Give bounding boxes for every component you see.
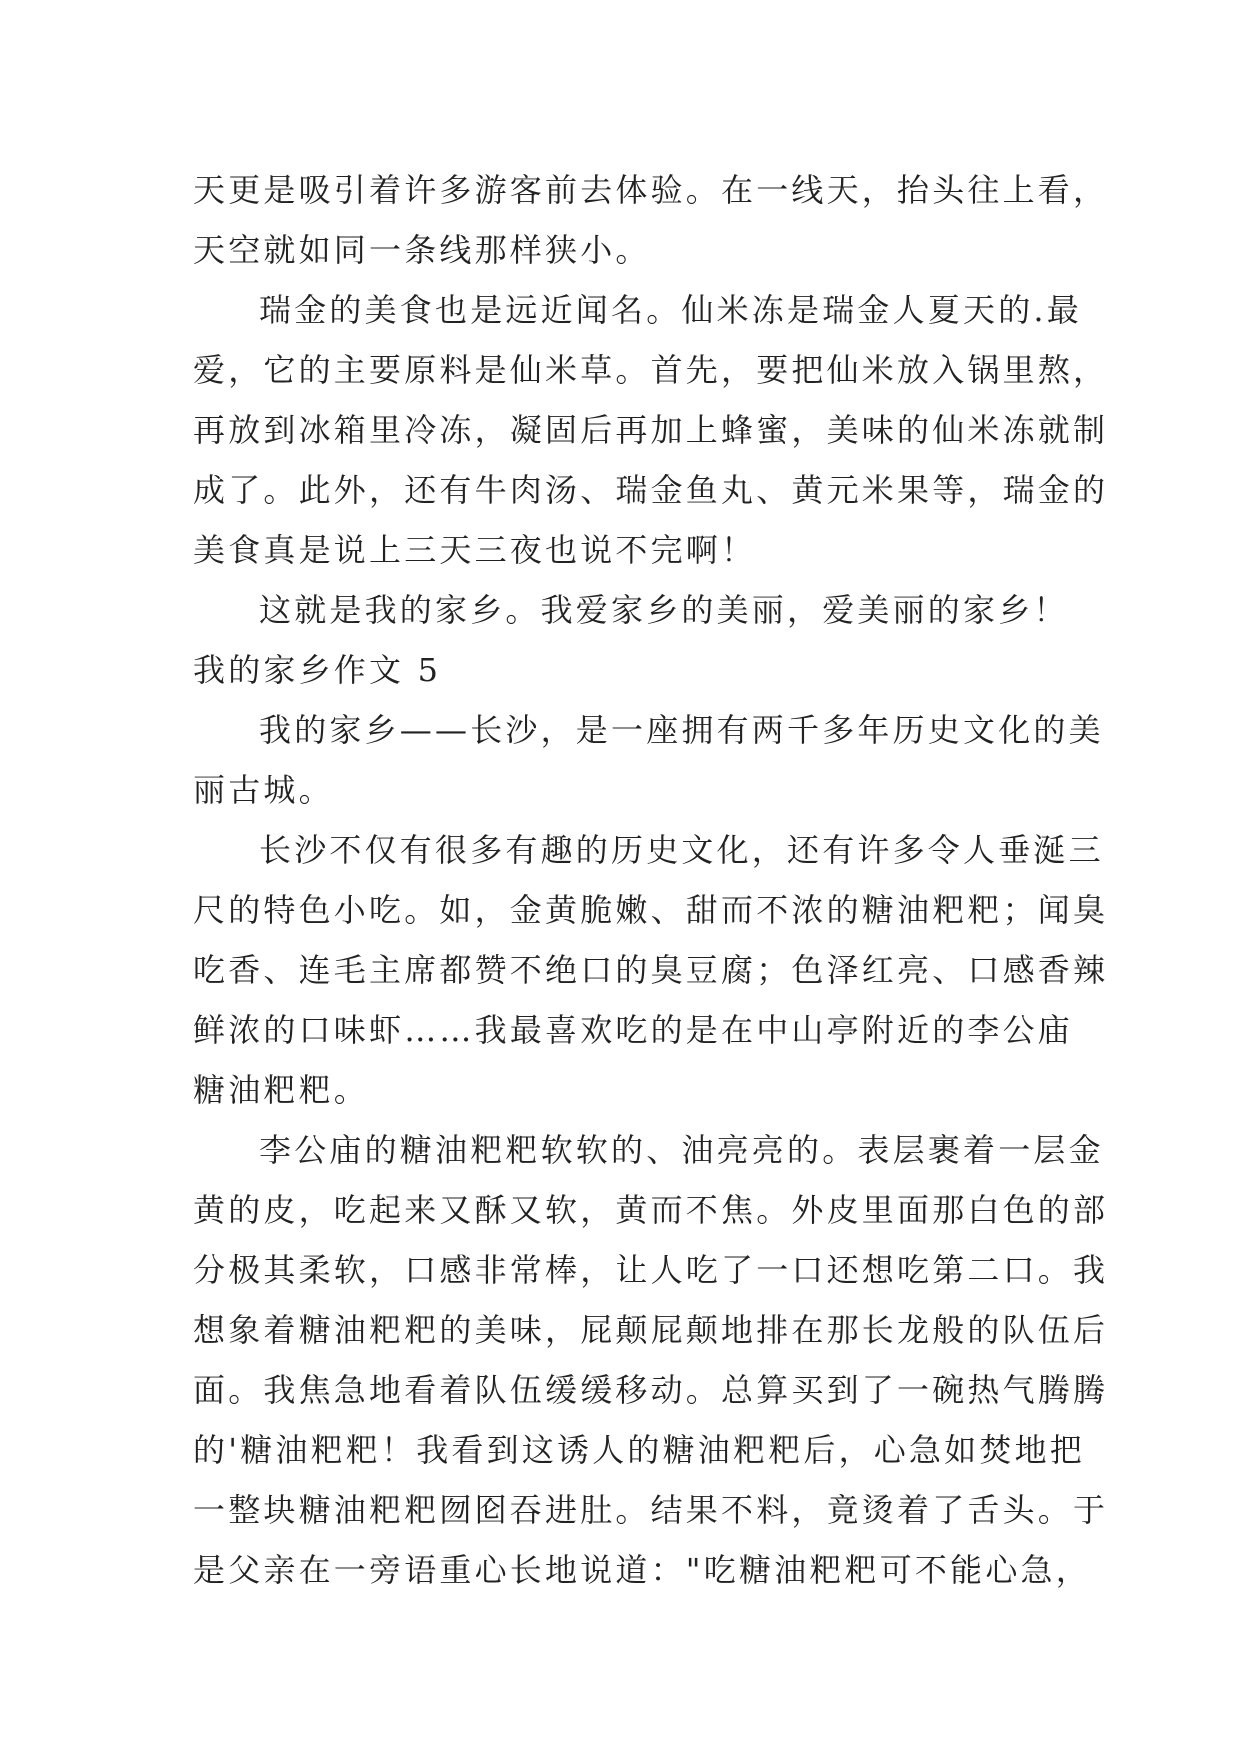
text-line: 想象着糖油粑粑的美味，屁颠屁颠地排在那长龙般的队伍后 [193,1311,1109,1349]
text-line: 再放到冰箱里冷冻，凝固后再加上蜂蜜，美味的仙米冻就制 [193,411,1109,449]
text-line: 尺的特色小吃。如，金黄脆嫩、甜而不浓的糖油粑粑；闻臭 [193,891,1109,929]
text-line: 李公庙的糖油粑粑软软的、油亮亮的。表层裹着一层金 [259,1131,1104,1169]
text-line: 这就是我的家乡。我爱家乡的美丽，爱美丽的家乡！ [259,591,1069,629]
text-line: 瑞金的美食也是远近闻名。仙米冻是瑞金人夏天的.最 [259,291,1082,329]
text-line: 天更是吸引着许多游客前去体验。在一线天，抬头往上看， [193,171,1109,209]
text-line: 是父亲在一旁语重心长地说道："吃糖油粑粑可不能心急， [193,1551,1091,1589]
text-line: 鲜浓的口味虾……我最喜欢吃的是在中山亭附近的李公庙 [193,1011,1074,1049]
text-line: 的'糖油粑粑！我看到这诱人的糖油粑粑后，心急如焚地把 [193,1431,1085,1469]
text-line: 爱，它的主要原料是仙米草。首先，要把仙米放入锅里熬， [193,351,1109,389]
text-line: 我的家乡——长沙，是一座拥有两千多年历史文化的美 [259,711,1104,749]
text-line: 一整块糖油粑粑囫囵吞进肚。结果不料，竟烫着了舌头。于 [193,1491,1109,1529]
text-line: 长沙不仅有很多有趣的历史文化，还有许多令人垂涎三 [259,831,1104,869]
text-line: 成了。此外，还有牛肉汤、瑞金鱼丸、黄元米果等，瑞金的 [193,471,1109,509]
text-line: 糖油粑粑。 [193,1071,370,1109]
text-line: 天空就如同一条线那样狭小。 [193,231,651,269]
text-line: 黄的皮，吃起来又酥又软，黄而不焦。外皮里面那白色的部 [193,1191,1109,1229]
text-line: 丽古城。 [193,771,334,809]
text-line: 美食真是说上三天三夜也说不完啊！ [193,531,757,569]
text-line: 分极其柔软，口感非常棒，让人吃了一口还想吃第二口。我 [193,1251,1109,1289]
section-heading: 我的家乡作文 5 [193,651,442,689]
text-line: 吃香、连毛主席都赞不绝口的臭豆腐；色泽红亮、口感香辣 [193,951,1109,989]
text-line: 面。我焦急地看着队伍缓缓移动。总算买到了一碗热气腾腾 [193,1371,1109,1409]
body-text [193,160,1109,1600]
